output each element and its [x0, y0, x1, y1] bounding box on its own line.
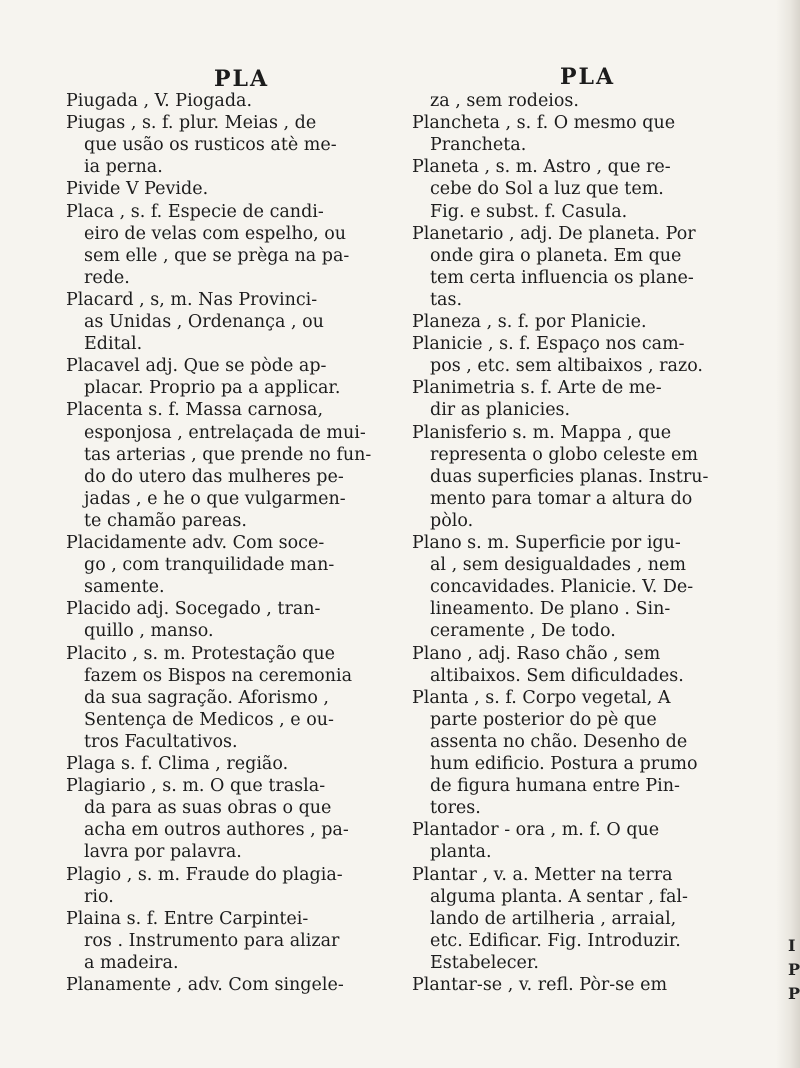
dictionary-line: Piugada , V. Piogada. [66, 91, 253, 111]
dictionary-line: Planeta , s. m. Astro , que re- [412, 157, 671, 178]
dictionary-line: as Unidas , Ordenança , ou [84, 312, 324, 332]
dictionary-line: Estabelecer. [430, 952, 539, 973]
dictionary-line: pos , etc. sem altibaixos , razo. [430, 356, 703, 377]
dictionary-line: dir as planicies. [430, 400, 571, 421]
dictionary-line: tem certa influencia os plane- [430, 267, 694, 288]
dictionary-line: al , sem desigualdades , nem [430, 555, 686, 576]
dictionary-line: Plaga s. f. Clima , região. [66, 754, 289, 774]
dictionary-line: lando de artilheria , arraial, [430, 908, 677, 929]
dictionary-line: Planamente , adv. Com singele- [66, 975, 344, 995]
dictionary-line: go , com tranquilidade man- [84, 555, 335, 576]
dictionary-line: pòlo. [430, 510, 474, 531]
dictionary-line: Placavel adj. Que se pòde ap- [66, 356, 327, 377]
dictionary-line: Piugas , s. f. plur. Meias , de [66, 113, 317, 134]
dictionary-line: quillo , manso. [84, 621, 214, 642]
dictionary-line: alguma planta. A sentar , fal- [430, 886, 688, 907]
dictionary-line: za , sem rodeios. [430, 91, 579, 111]
dictionary-line: a madeira. [84, 952, 179, 973]
dictionary-line: Planta , s. f. Corpo vegetal, A [412, 687, 671, 708]
dictionary-line: acha em outros authores , pa- [84, 820, 349, 841]
dictionary-line: etc. Edificar. Fig. Introduzir. [430, 930, 681, 951]
adjacent-page-mark: P [788, 960, 800, 979]
dictionary-line: te chamão pareas. [84, 510, 247, 531]
dictionary-line: Plano , adj. Raso chão , sem [412, 643, 661, 664]
dictionary-line: do do utero das mulheres pe- [84, 466, 344, 487]
adjacent-page-mark: I [788, 936, 796, 955]
dictionary-line: fazem os Bispos na ceremonia [84, 665, 353, 686]
dictionary-line: jadas , e he o que vulgarmen- [84, 488, 346, 509]
dictionary-line: ia perna. [84, 157, 163, 178]
dictionary-line: placar. Proprio pa a applicar. [84, 378, 341, 399]
dictionary-line: Prancheta. [430, 135, 527, 156]
dictionary-line: de figura humana entre Pin- [430, 776, 680, 797]
dictionary-line: parte posterior do pè que [430, 709, 657, 730]
dictionary-line: Planisferio s. m. Mappa , que [412, 422, 672, 443]
adjacent-page-edge [776, 0, 800, 1068]
dictionary-line: Edital. [84, 334, 143, 355]
dictionary-line: tores. [430, 798, 481, 819]
dictionary-line: tas. [430, 289, 463, 310]
dictionary-line: mento para tomar a altura do [430, 488, 693, 509]
dictionary-line: ceramente , De todo. [430, 621, 616, 642]
dictionary-line: Placidamente adv. Com soce- [66, 533, 325, 553]
dictionary-line: Placard , s, m. Nas Provinci- [66, 289, 318, 310]
dictionary-line: da sua sagração. Aforismo , [84, 687, 329, 708]
dictionary-line: altibaixos. Sem dificuldades. [430, 665, 684, 686]
dictionary-line: hum edificio. Postura a prumo [430, 754, 698, 774]
dictionary-line: Plantador - ora , m. f. O que [412, 820, 660, 841]
dictionary-line: Plantar , v. a. Metter na terra [412, 864, 673, 885]
dictionary-line: onde gira o planeta. Em que [430, 245, 682, 266]
adjacent-page-mark: P [788, 984, 800, 1003]
dictionary-line: assenta no chão. Desenho de [430, 731, 688, 752]
dictionary-line: esponjosa , entrelaçada de mui- [84, 422, 366, 443]
dictionary-line: Placa , s. f. Especie de candi- [66, 201, 324, 222]
dictionary-line: tas arterias , que prende no fun- [84, 444, 372, 465]
right-column-header: PLA [560, 64, 616, 90]
dictionary-line: Placido adj. Socegado , tran- [66, 599, 321, 620]
dictionary-line: eiro de velas com espelho, ou [84, 223, 347, 244]
dictionary-line: Plagio , s. m. Fraude do plagia- [66, 864, 343, 885]
dictionary-line: Plantar-se , v. refl. Pòr-se em [412, 975, 668, 995]
dictionary-line: cebe do Sol a luz que tem. [430, 179, 664, 200]
dictionary-line: Plaina s. f. Entre Carpintei- [66, 908, 309, 929]
left-column-header: PLA [214, 66, 270, 92]
dictionary-line: concavidades. Planicie. V. De- [430, 577, 694, 598]
dictionary-line: sem elle , que se prèga na pa- [84, 245, 350, 266]
dictionary-line: rede. [84, 267, 130, 288]
dictionary-line: Fig. e subst. f. Casula. [430, 201, 628, 222]
dictionary-line: Plancheta , s. f. O mesmo que [412, 113, 676, 134]
dictionary-line: Pivide V Pevide. [66, 179, 209, 200]
dictionary-line: da para as suas obras o que [84, 798, 332, 819]
dictionary-line: Sentença de Medicos , e ou- [84, 709, 334, 730]
dictionary-line: lineamento. De plano . Sin- [430, 599, 671, 620]
dictionary-line: representa o globo celeste em [430, 444, 699, 465]
dictionary-line: planta. [430, 842, 492, 863]
dictionary-line: Placito , s. m. Protestação que [66, 643, 335, 664]
dictionary-line: Plagiario , s. m. O que trasla- [66, 776, 326, 797]
dictionary-line: Planetario , adj. De planeta. Por [412, 223, 696, 244]
dictionary-line: Planimetria s. f. Arte de me- [412, 378, 662, 399]
dictionary-line: Planeza , s. f. por Planicie. [412, 312, 647, 332]
dictionary-line: duas superficies planas. Instru- [430, 466, 709, 487]
dictionary-line: ros . Instrumento para alizar [84, 930, 340, 951]
dictionary-line: Plano s. m. Superficie por igu- [412, 533, 681, 553]
dictionary-line: Planicie , s. f. Espaço nos cam- [412, 334, 685, 355]
dictionary-line: que usão os rusticos atè me- [84, 135, 337, 156]
dictionary-line: rio. [84, 886, 114, 907]
dictionary-line: Placenta s. f. Massa carnosa, [66, 400, 324, 421]
dictionary-line: tros Facultativos. [84, 731, 238, 752]
dictionary-line: samente. [84, 577, 165, 598]
dictionary-line: lavra por palavra. [84, 842, 242, 863]
